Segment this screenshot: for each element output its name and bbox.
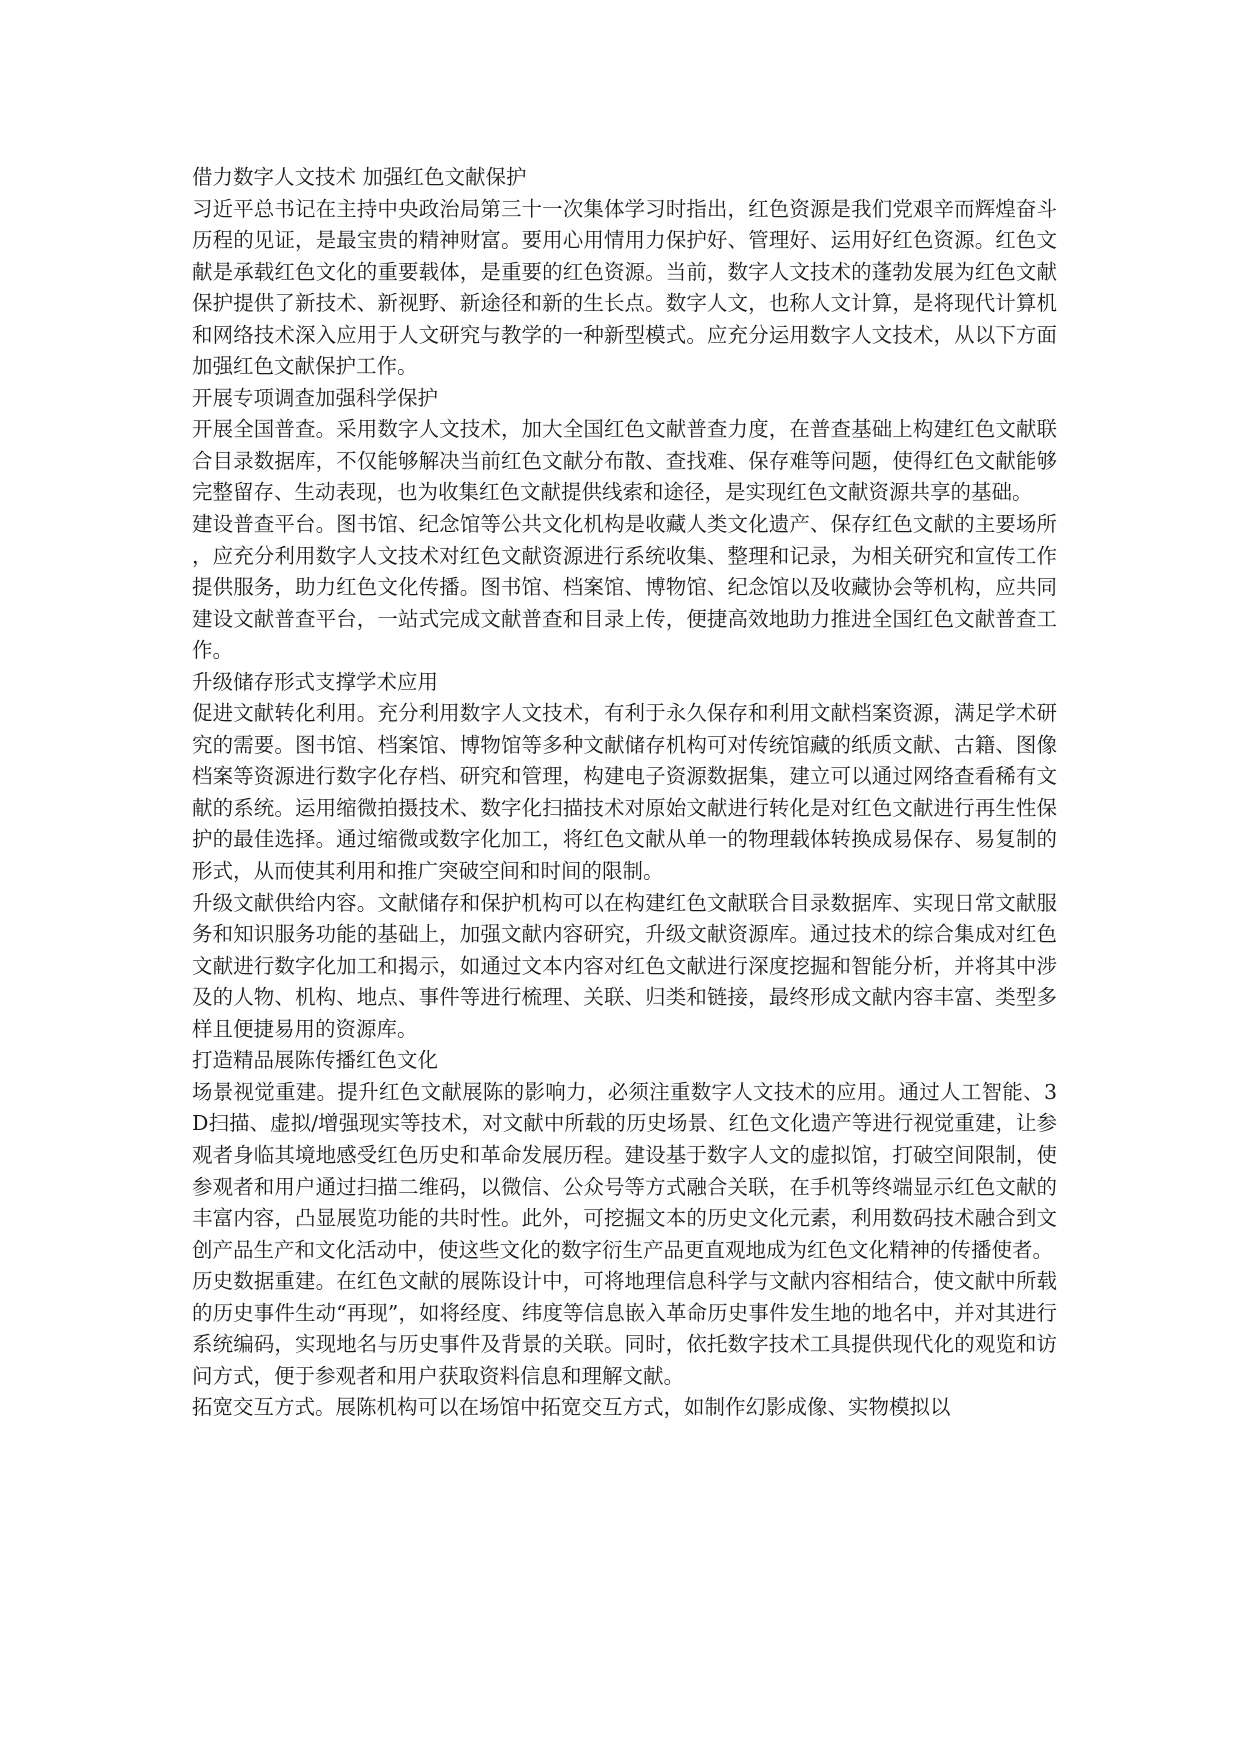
section-heading-2: 升级储存形式支撑学术应用: [192, 669, 438, 694]
article-title: 借力数字人文技术 加强红色文献保护: [192, 165, 527, 189]
paragraph-interaction: 拓宽交互方式。展陈机构可以在场馆中拓宽交互方式，如制作幻影成像、实物模拟以: [192, 1395, 951, 1420]
paragraph-survey-platform: 建设普查平台。图书馆、纪念馆等公共文化机构是收藏人类文化遗产、保存红色文献的主要场所，应充分利用数字人文技术对红色文献资源进行系统收集、整理和记录，为相关研究和宣传工作提供服务，助力红色文化传播。图书馆、档案馆、博物馆、纪念馆以及收藏协会等机构，应共同建设文献普查平台，一站式完成文献普查和目录上传，便捷高效地助力推进全国红色文献普查工作。: [192, 512, 1057, 663]
paragraph-scene-reconstruction: 场景视觉重建。提升红色文献展陈的影响力，必须注重数字人文技术的应用。通过人工智能、3D扫描、虚拟/增强现实等技术，对文献中所载的历史场景、红色文化遗产等进行视觉重建，让参观者身临其境地感受红色历史和革命发展历程。建设基于数字人文的虚拟馆，打破空间限制，使参观者和用户通过扫描二维码，以微信、公众号等方式融合关联，在手机等终端显示红色文献的丰富内容，凸显展览功能的共时性。此外，可挖掘文本的历史文化元素，利用数码技术融合到文创产品生产和文化活动中，使这些文化的数字衍生产品更直观地成为红色文化精神的传播使者。: [192, 1079, 1057, 1262]
paragraph-history-data: 历史数据重建。在红色文献的展陈设计中，可将地理信息科学与文献内容相结合，使文献中所载的历史事件生动“再现”，如将经度、纬度等信息嵌入革命历史事件发生地的地名中，并对其进行系统编码，实现地名与历史事件及背景的关联。同时，依托数字技术工具提供现代化的观览和访问方式，便于参观者和用户获取资料信息和理解文献。: [192, 1269, 1057, 1388]
paragraph-supply-content: 升级文献供给内容。文献储存和保护机构可以在构建红色文献联合目录数据库、实现日常文献服务和知识服务功能的基础上，加强文献内容研究，升级文献资源库。通过技术的综合集成对红色文献进行数字化加工和揭示，如通过文本内容对红色文献进行深度挖掘和智能分析，并将其中涉及的人物、机构、地点、事件等进行梳理、关联、归类和链接，最终形成文献内容丰富、类型多样且便捷易用的资源库。: [192, 890, 1057, 1041]
paragraph-national-survey: 开展全国普查。采用数字人文技术，加大全国红色文献普查力度，在普查基础上构建红色文献联合目录数据库，不仅能够解决当前红色文献分布散、查找难、保存难等问题，使得红色文献能够完整留存、生动表现，也为收集红色文献提供线索和途径，是实现红色文献资源共享的基础。: [192, 417, 1057, 505]
paragraph-intro: 习近平总书记在主持中央政治局第三十一次集体学习时指出，红色资源是我们党艰辛而辉煌奋斗历程的见证，是最宝贵的精神财富。要用心用情用力保护好、管理好、运用好红色资源。红色文献是承载红色文化的重要载体，是重要的红色资源。当前，数字人文技术的蓬勃发展为红色文献保护提供了新技术、新视野、新途径和新的生长点。数字人文，也称人文计算，是将现代计算机和网络技术深入应用于人文研究与教学的一种新型模式。应充分运用数字人文技术，从以下方面加强红色文献保护工作。: [192, 196, 1057, 379]
section-heading-1: 开展专项调查加强科学保护: [192, 385, 438, 410]
paragraph-conversion: 促进文献转化利用。充分利用数字人文技术，有利于永久保存和利用文献档案资源，满足学术研究的需要。图书馆、档案馆、博物馆等多种文献储存机构可对传统馆藏的纸质文献、古籍、图像档案等资源进行数字化存档、研究和管理，构建电子资源数据集，建立可以通过网络查看稀有文献的系统。运用缩微拍摄技术、数字化扫描技术对原始文献进行转化是对红色文献进行再生性保护的最佳选择。通过缩微或数字化加工，将红色文献从单一的物理载体转换成易保存、易复制的形式，从而使其利用和推广突破空间和时间的限制。: [192, 701, 1057, 884]
section-heading-3: 打造精品展陈传播红色文化: [192, 1048, 438, 1073]
document-page: [192, 162, 1057, 1424]
